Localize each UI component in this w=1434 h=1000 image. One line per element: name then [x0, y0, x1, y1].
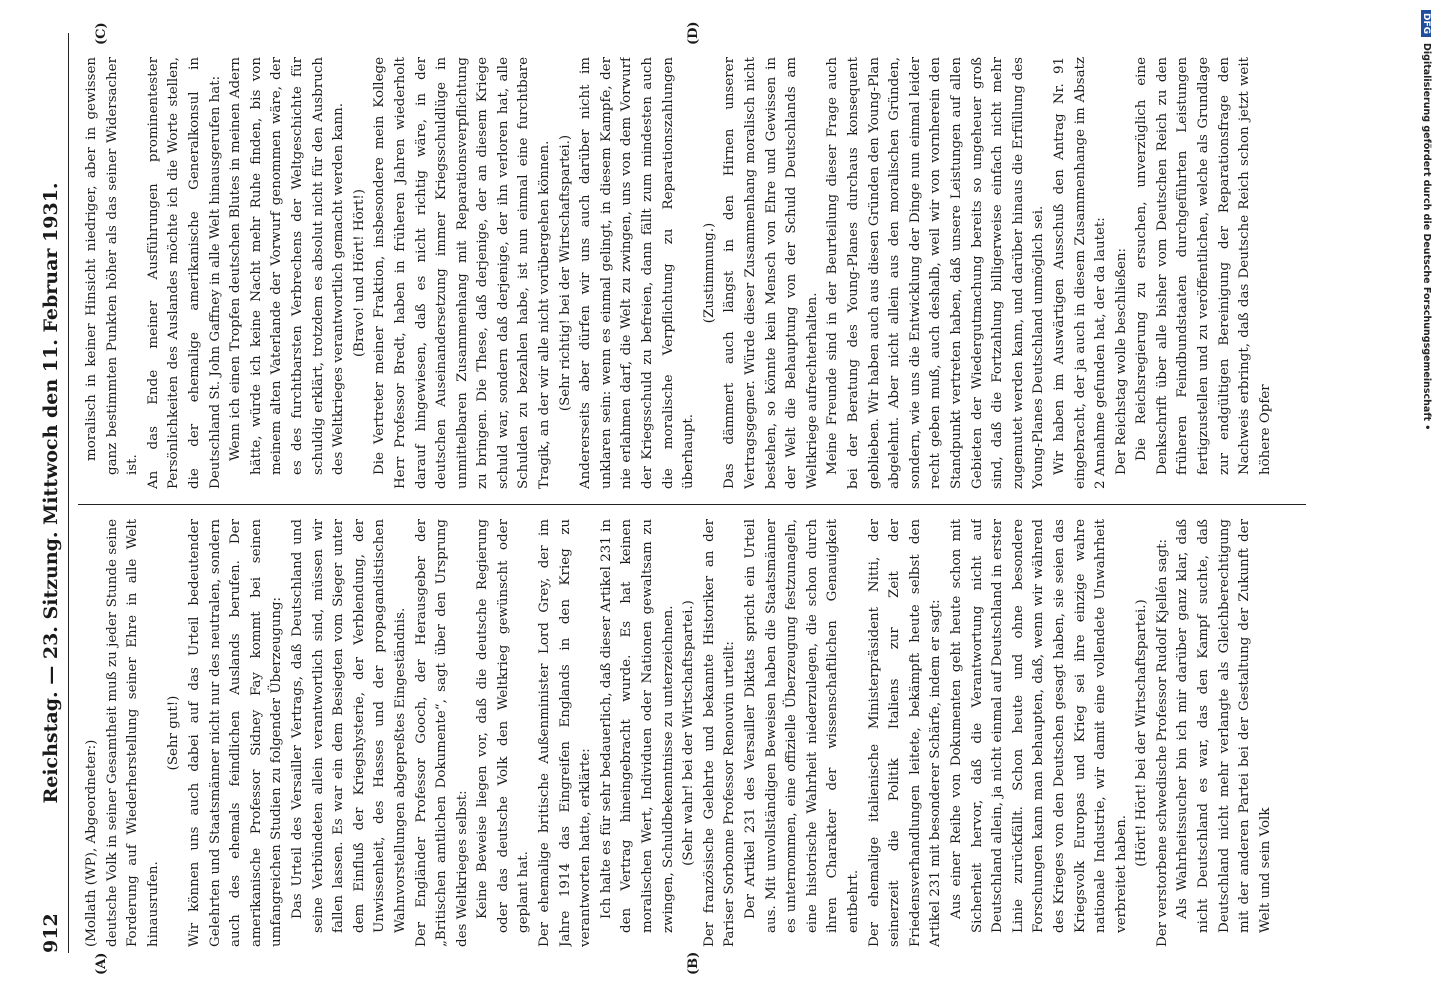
paragraph: Der ehemalige britische Außenminister Lord Grey, der im Jahre 1914 das Eingreifen Englands in den Krieg zu verantworten hatte, erklärte:	[537, 519, 594, 947]
digitization-credit	[1416, 10, 1432, 990]
paragraph: (Bravo! und Hört! Hört!)	[351, 188, 367, 358]
margin-marker-c: (C)	[94, 22, 109, 45]
paragraph: Das Urteil des Versailler Vertrags, daß Deutschland und seine Verbündeten allein verantwortlich sind, müssen wir fallen lassen. Es war ein dem Besiegten vom Sieger unter dem Einfluß der Kriegshysterie, der Verblendung, der Unwissenheit, des Hasses und der propagandistischen Wahnvorstellungen abgepreßtes Eingeständnis.	[289, 519, 408, 933]
paragraph: Wir haben im Auswärtigen Ausschuß den Antrag Nr. 91 eingebracht, der ja auch in diesem Zusammenhange im Absatz 2 Annahme gefunden hat, der da lautet:	[1051, 57, 1109, 489]
paragraph: Andererseits aber dürfen wir uns auch darüber nicht im unklaren sein: wenn es einmal gelingt, in diesem Kampfe, der nie erlahmen darf, die Welt zu zwingen, uns von dem Vorwurf der Kriegsschuld zu befreien, dann fällt zum mindesten auch die moralische Verpflichtung zu Reparationszahlungen überhaupt.	[578, 57, 697, 489]
paragraph: Aus einer Reihe von Dokumenten geht heute schon mit Sicherheit hervor, daß die Verantwortung nicht auf Deutschland allein, ja nicht einmal auf Deutschland in erster Linie zurückfällt. Schon heute und ohne besondere Forschungen kann man behaupten, daß, wenn wir während des Krieges von den Deutschen gesagt haben, sie seien das Kriegsvolk Europas und Krieg sei ihre einzige wahre nationale Industrie, wir damit eine vollendete Unwahrheit verbreitet haben.	[948, 519, 1129, 933]
paragraph: (Sehr gut!)	[166, 695, 182, 771]
margin-marker-a: (A)	[94, 952, 109, 975]
paragraph: (Mollath (WP), Abgeordneter:)	[84, 739, 99, 947]
column-divider	[78, 504, 1306, 505]
page-number: 912	[40, 913, 62, 953]
left-column	[82, 519, 1310, 947]
paragraph: Die Vertreter meiner Fraktion, insbesondere mein Kollege Herr Professor Bredt, haben in früheren Jahren wiederholt darauf hingewiesen, daß es nicht richtig wäre, in der deutschen Auseinandersetzung immer Kriegsschuldlüge in unmittelbaren Zusammenhang mit Reparationsverpflichtung zu bringen. Die These, daß derjenige, der an diesem Kriege schuld war, sondern daß derjenige, der ihn verloren hat, alle Schulden zu bezahlen habe, ist nun einmal eine furchtbare Tragik, an der wir alle nicht vorübergehen können.	[372, 57, 553, 489]
paragraph: Die Reichsregierung zu ersuchen, unverzüglich eine Denkschrift über alle bisher vom Deutschen Reich zu den früheren Feindbundstaaten durchgeführten Leistungen fertigzustellen und zu veröffentlichen, welche als Grundlage zur endgültigen Bereinigung der Reparationsfrage den Nachweis erbringt, daß das Deutsche Reich schon jetzt weit höhere Opfer	[1134, 57, 1273, 475]
paragraph: Der Artikel 231 des Versailler Diktats spricht ein Urteil aus. Mit unvollständigen Beweisen haben die Staatsmänner es unternommen, eine offizielle Überzeugung festzunageln, eine historische Wahrheit niederzulegen, die schon durch ihren Charakter der wissenschaftlichen Genauigkeit entbehrt.	[743, 519, 861, 933]
paragraph: (Zustimmung.)	[701, 222, 717, 324]
paragraph: (Sehr wahr! bei der Wirtschaftspartei.)	[681, 600, 697, 866]
rotated-page	[30, 15, 1330, 975]
paragraph: Der Engländer Professor Gooch, der Herausgeber der „Britischen amtlichen Dokumente“, sagt über den Ursprung des Weltkrieges selbst:	[413, 519, 470, 947]
paragraph: (Hört! Hört! bei der Wirtschaftspartei.)	[1134, 599, 1150, 867]
margin-marker-b: (B)	[686, 951, 701, 975]
paragraph: Meine Freunde sind in der Beurteilung dieser Frage auch bei der Beratung des Young-Planes durchaus konsequent geblieben. Wir haben auch aus diesen Gründen den Young-Plan abgelehnt. Aber nicht allein aus den moralischen Gründen, sondern, wie uns die Entwicklung der Dinge nun einmal leider recht geben muß, auch deshalb, weil wir von vornherein den Standpunkt vertreten haben, daß unsere Leistungen auf allen Gebieten der Wiedergutmachung bereits so ungeheuer groß sind, daß die Fortzahlung billigerweise einfach nicht mehr zugemutet werden kann, und darüber hinaus die Erfüllung des Young-Planes Deutschland unmöglich sei.	[825, 57, 1047, 489]
paragraph: Das dämmert auch längst in den Hirnen unserer Vertragsgegner. Würde dieser Zusammenhang moralisch nicht bestehen, so könnte kein Mensch von Ehre und Gewissen in der Welt die Behauptung von der Schuld Deutschlands am Weltkriege aufrechterhalten.	[722, 57, 820, 489]
page-header	[38, 33, 69, 953]
paragraph: (Sehr richtig! bei der Wirtschaftspartei.)	[557, 134, 573, 412]
paragraph: Wenn ich einen Tropfen deutschen Blutes in meinen Adern hätte, würde ich keine Nacht mehr Ruhe finden, bis von meinem alten Vaterlande der Vorwurf genommen wäre, der es des furchtbarsten Verbrechens der Weltgeschichte für schuldig erklärt, trotzdem es absolut nicht für den Ausbruch des Weltkrieges verantwortlich gemacht werden kann.	[228, 57, 347, 475]
paragraph: Keine Beweise liegen vor, daß die deutsche Regierung oder das deutsche Volk den Weltkrieg gewünscht oder geplant hat.	[475, 519, 532, 933]
dfg-logo: DFG	[1421, 10, 1431, 37]
paragraph: Der Reichstag wolle beschließen:	[1113, 247, 1129, 475]
paragraph: Der französische Gelehrte und bekannte Historiker an der Pariser Sorbonne Professor Renouvin urteilt:	[701, 519, 738, 947]
paragraph: An das Ende meiner Ausführungen prominentester Persönlichkeiten des Auslandes möchte ich die Worte stellen, die der ehemalige amerikanische Generalkonsul in Deutschland St. John Gaffney in alle Welt hinausgerufen hat:	[145, 57, 223, 489]
paragraph: moralisch in keiner Hinsicht niedriger, aber in gewissen ganz bestimmten Punkten höher als das seiner Widersacher ist.	[84, 57, 141, 475]
credit-text: Digitalisierung gefördert durch die Deutsche Forschungsgemeinschaft •	[1421, 43, 1432, 431]
page-title: Reichstag. — 23. Sitzung. Mittwoch den 11. Februar 1931.	[40, 182, 62, 804]
paragraph: Der ehemalige italienische Ministerpräsident Nitti, der seinerzeit die Politik Italiens zur Zeit der Friedensverhandlungen leitete, bekämpft heute selbst den Artikel 231 mit besonderer Schärfe, indem er sagt:	[866, 519, 944, 947]
paragraph: deutsche Volk in seiner Gesamtheit muß zu jeder Stunde seine Forderung auf Wiederherstellung seiner Ehre in alle Welt hinausrufen.	[104, 519, 161, 947]
right-column	[82, 57, 1310, 489]
paragraph: Als Wahrheitssucher bin ich mir darüber ganz klar, daß nicht Deutschland es war, das den Kampf suchte, daß Deutschland nicht mehr verlangte als Gleichberechtigung mit der anderen Partei bei der Gestaltung der Zukunft der Welt und sein Volk	[1175, 519, 1273, 933]
paragraph: Ich halte es für sehr bedauerlich, daß dieser Artikel 231 in den Vertrag hineingebracht wurde. Es hat keinen moralischen Wert, Individuen oder Nationen gewaltsam zu zwingen, Schuldbekenntnisse zu unterzeichnen.	[598, 519, 676, 933]
margin-marker-d: (D)	[686, 21, 701, 45]
paragraph: Der verstorbene schwedische Professor Rudolf Kjellén sagt:	[1154, 538, 1170, 947]
paragraph: Wir können uns auch dabei auf das Urteil bedeutender Gelehrten und Staatsmänner nicht nur des neutralen, sondern auch des ehemals feindlichen Auslands berufen. Der amerikanische Professor Sidney Fay kommt bei seinen umfangreichen Studien zu folgender Überzeugung:	[186, 519, 285, 947]
